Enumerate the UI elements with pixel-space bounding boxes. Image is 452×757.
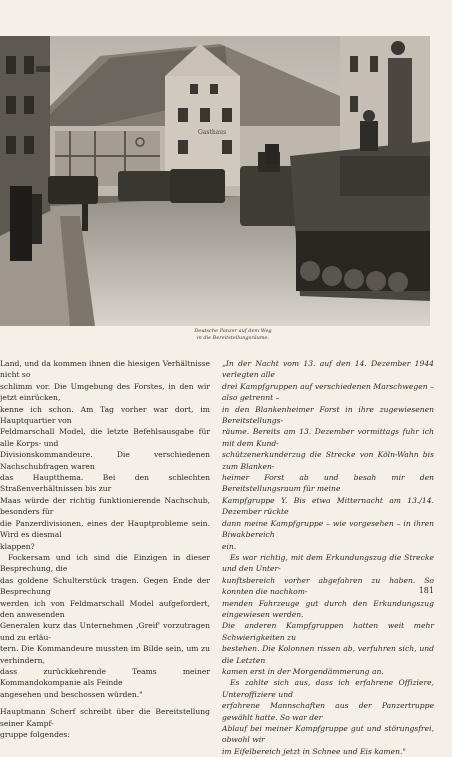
text-line: schützenerkunderzug die Strecke von Köln-Wahn bis zum Blanken- <box>222 450 434 471</box>
text-line: Fockersam und ich sind die Einzigen in dieser Besprechung, die <box>0 552 210 574</box>
text-line: kunftsbereich vorher abgefahren zu haben. So konnten die nachkom- <box>222 575 434 597</box>
text-line: Land, und da kommen ihnen die hiesigen Verhältnisse nicht so <box>0 359 210 380</box>
page-number: 181 <box>418 586 434 595</box>
text-line: Es zahlte sich aus, dass ich erfahrene Offiziere, Unteroffiziere und <box>222 678 434 699</box>
text-line: kenne ich schon. Am Tag vorher war dort, im Hauptquartier von <box>0 404 210 426</box>
text-line: werden ich von Feldmarschall Model aufgefordert, den anwesenden <box>0 598 210 619</box>
left-text-column <box>0 358 210 740</box>
text-line: bestehen. Die Kolonnen rissen ab, verfuhren sich, und die Letzten <box>222 644 434 665</box>
text-line: dann meine Kampfgruppe – wie vorgesehen – in ihren Biwakbereich <box>222 518 434 540</box>
caption-line: Deutsche Panzer auf dem Weg <box>194 328 272 334</box>
text-line: die Panzerdivisionen, eines der Hauptprobleme sein. Wird es diesmal <box>0 518 210 540</box>
text-line: Es war richtig, mit dem Erkundungszug die Strecke und den Unter- <box>222 552 434 574</box>
text-line: Generalen kurz das Unternehmen ‚Greif' vorzutragen und zu erläu- <box>0 621 210 642</box>
text-line: menden Fahrzeuge gut durch den Erkundungszug eingewiesen werden. <box>222 598 434 619</box>
text-line: heimer Forst ab und besah mir den Bereitstellungsraum für meine <box>222 473 434 494</box>
text-line: erfahrene Mannschaften aus der Panzertruppe gewählt hatte. So war der <box>222 701 434 722</box>
caption-line: in die Bereitstellungsräume. <box>196 335 270 341</box>
text-line: in den Blankenheimer Forst in ihre zugewiesenen Bereitstellungs- <box>222 404 434 426</box>
text-line: „In der Nacht vom 13. auf den 14. Dezember 1944 verlegten alle <box>222 359 434 380</box>
photo-caption <box>178 328 288 342</box>
text-line: Kampfgruppe Y. Bis etwa Mitternacht am 13./14. Dezember rückte <box>222 495 434 517</box>
text-line: räume. Bereits am 13. Dezember vormittags fuhr ich mit dem Kund- <box>222 427 434 448</box>
text-line: kamen erst in der Morgendämmerung an. <box>222 666 384 676</box>
text-line: schlimm vor. Die Umgebung des Forstes, in den wir jetzt einrücken, <box>0 381 210 403</box>
text-line: Divisionskommandeure. Die verschiedenen Nachschubfragen waren <box>0 450 210 471</box>
text-line: drei Kampfgruppen auf verschiedenen Marschwegen – also getrennt – <box>222 381 434 403</box>
text-line: klappen? <box>0 541 35 551</box>
text-line: Maas würde der richtig funktionierende Nachschub, besonders für <box>0 495 210 517</box>
right-text-column <box>222 358 434 757</box>
text-line: angesehen und beschossen würden." <box>0 689 143 699</box>
photograph-tanks-in-village <box>0 36 430 326</box>
text-line: Ablauf bei meiner Kampfgruppe gut und störungsfrei, obwohl wir <box>222 724 434 745</box>
text-line: dass zurückkehrende Teams meiner Kommandokompanie als Feinde <box>0 666 210 688</box>
text-line: im Eifelbereich jetzt in Schnee und Eis kamen." <box>222 746 406 756</box>
text-line: ein. <box>222 541 237 551</box>
text-line: gruppe folgendes: <box>0 730 70 739</box>
photo-sign: Gasthaus <box>198 129 227 136</box>
text-line: Hauptmann Scherf schreibt über die Bereitstellung seiner Kampf- <box>0 707 210 728</box>
text-line: das goldene Schulterstück tragen. Gegen Ende der Besprechung <box>0 575 210 597</box>
text-line: das Hauptthema. Bei den schlechten Straßenverhältnissen bis zur <box>0 473 210 494</box>
text-line: Die anderen Kampfgruppen hatten weit mehr Schwierigkeiten zu <box>222 621 434 642</box>
text-line: Feldmarschall Model, die letzte Befehlsausgabe für alle Korps- und <box>0 427 210 448</box>
text-line: tern. Die Kommandeure mussten im Bilde sein, um zu verhindern, <box>0 644 210 665</box>
